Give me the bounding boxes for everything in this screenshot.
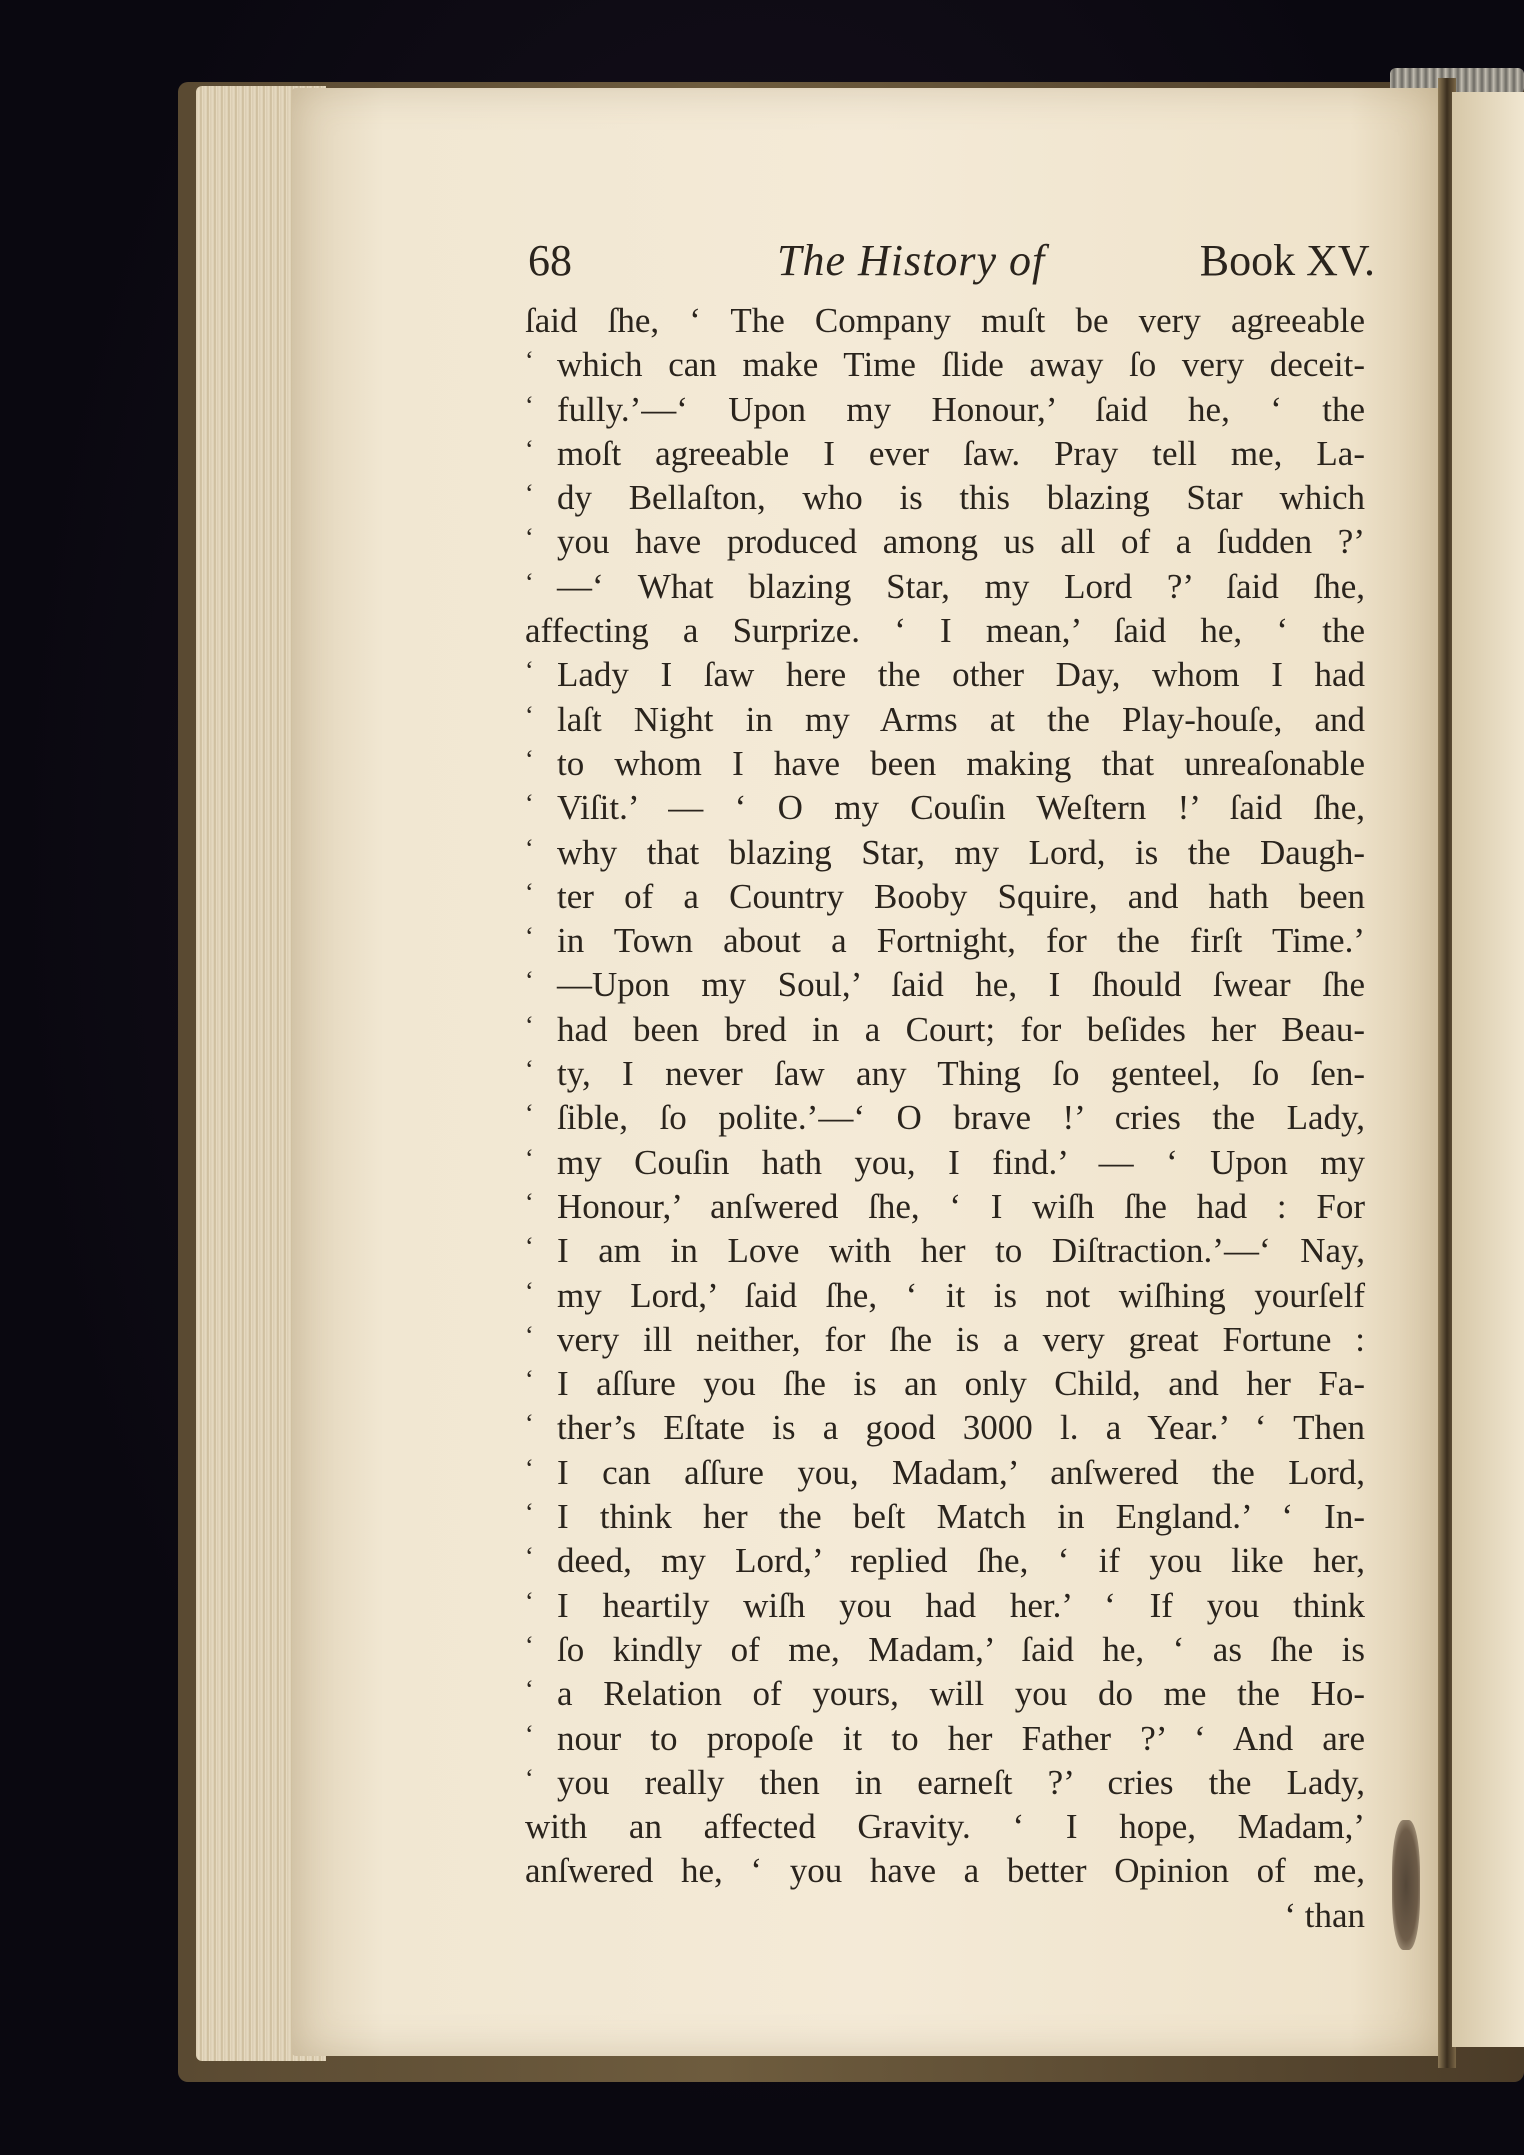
quote-mark: ‘: [525, 1763, 534, 1793]
line-text: Honour,’ anſwered ſhe, ‘ I wiſh ſhe had : For: [557, 1186, 1365, 1226]
text-line: [525, 698, 1365, 742]
text-line: [525, 609, 1365, 653]
text-line: [525, 1141, 1365, 1185]
text-line: [525, 831, 1365, 875]
text-line: [525, 1451, 1365, 1495]
quote-mark: ‘: [525, 922, 534, 952]
line-text: affecting a Surprize. ‘ I mean,’ ſaid he, ‘ the: [525, 611, 1365, 651]
quote-mark: ‘: [525, 1055, 534, 1085]
quote-mark: ‘: [525, 434, 534, 464]
quote-mark: ‘: [525, 1099, 534, 1129]
catchword: ‘ than: [1284, 1895, 1365, 1935]
line-text: you have produced among us all of a ſudden ?’: [557, 522, 1365, 562]
ink-stain: [1392, 1820, 1420, 1950]
text-line: [525, 1584, 1365, 1628]
line-text: ſaid ſhe, ‘ The Company muſt be very agreeable: [525, 301, 1365, 340]
quote-mark: ‘: [525, 1187, 534, 1217]
line-text: Lady I ſaw here the other Day, whom I had: [557, 655, 1365, 695]
quote-mark: ‘: [525, 1010, 534, 1040]
book-label: Book XV.: [1199, 236, 1375, 285]
quote-mark: ‘: [525, 1276, 534, 1306]
text-line: [525, 1849, 1365, 1893]
text-line: [525, 1406, 1365, 1450]
right-page-edge: [1452, 92, 1524, 2047]
running-title: The History of: [777, 236, 1046, 285]
quote-mark: ‘: [525, 390, 534, 420]
line-text: Viſit.’ — ‘ O my Couſin Weſtern !’ ſaid ſhe,: [557, 788, 1365, 828]
line-text: —Upon my Soul,’ ſaid he, I ſhould ſwear ſhe: [557, 965, 1365, 1005]
line-text: deed, my Lord,’ replied ſhe, ‘ if you like her,: [557, 1541, 1365, 1581]
line-text: anſwered he, ‘ you have a better Opinion of me,: [525, 1851, 1365, 1891]
text-line: [525, 1362, 1365, 1406]
quote-mark: ‘: [525, 966, 534, 996]
text-line: [525, 476, 1365, 520]
quote-mark: ‘: [525, 1453, 534, 1483]
quote-mark: ‘: [525, 1143, 534, 1173]
line-text: to whom I have been making that unreaſonable: [557, 743, 1365, 783]
quote-mark: ‘: [525, 744, 534, 774]
line-text: I can aſſure you, Madam,’ anſwered the Lord,: [557, 1452, 1365, 1492]
quote-mark: ‘: [525, 479, 534, 509]
quote-mark: ‘: [525, 700, 534, 730]
quote-mark: ‘: [525, 789, 534, 819]
text-line: [525, 1008, 1365, 1052]
page-number: 68: [528, 236, 572, 285]
text-line: [525, 1052, 1365, 1096]
text-line: [525, 742, 1365, 786]
text-line: [525, 388, 1365, 432]
text-line: [525, 1096, 1365, 1140]
line-text: dy Bellaſton, who is this blazing Star which: [557, 478, 1365, 518]
line-text: in Town about a Fortnight, for the firſt Time.’: [557, 921, 1365, 961]
text-line: [525, 1229, 1365, 1273]
line-text: I heartily wiſh you had her.’ ‘ If you think: [557, 1585, 1365, 1625]
line-text: ſo kindly of me, Madam,’ ſaid he, ‘ as ſhe is: [557, 1629, 1365, 1669]
text-line: [525, 565, 1365, 609]
line-text: ſible, ſo polite.’—‘ O brave !’ cries the Lady,: [557, 1098, 1365, 1138]
text-line: [525, 653, 1365, 697]
quote-mark: ‘: [525, 1365, 534, 1395]
text-line: [525, 786, 1365, 830]
text-line: [525, 1628, 1365, 1672]
line-text: very ill neither, for ſhe is a very great Fortune :: [557, 1319, 1365, 1359]
line-text: I aſſure you ſhe is an only Child, and her Fa-: [557, 1364, 1365, 1404]
text-line: [525, 1185, 1365, 1229]
quote-mark: ‘: [525, 1542, 534, 1572]
text-line: [525, 432, 1365, 476]
text-line: [525, 1318, 1365, 1362]
line-text: my Lord,’ ſaid ſhe, ‘ it is not wiſhing yourſelf: [557, 1275, 1365, 1315]
line-text: nour to propoſe it to her Father ?’ ‘ And are: [557, 1718, 1365, 1758]
line-text: I think her the beſt Match in England.’ ‘ In-: [557, 1497, 1365, 1537]
line-text: why that blazing Star, my Lord, is the Daugh-: [557, 832, 1365, 872]
line-text: my Couſin hath you, I find.’ — ‘ Upon my: [557, 1142, 1365, 1182]
quote-mark: ‘: [525, 1232, 534, 1262]
catchword-line: [525, 1894, 1365, 1938]
text-line: [525, 963, 1365, 1007]
line-text: with an affected Gravity. ‘ I hope, Madam,’: [525, 1807, 1365, 1847]
line-text: which can make Time ſlide away ſo very deceit-: [557, 345, 1365, 385]
text-line: [525, 1672, 1365, 1716]
quote-mark: ‘: [525, 1409, 534, 1439]
line-text: had been bred in a Court; for beſides her Beau-: [557, 1009, 1365, 1049]
text-line: [525, 520, 1365, 564]
text-line: [525, 1805, 1365, 1849]
text-line: [525, 1274, 1365, 1318]
line-text: laſt Night in my Arms at the Play-houſe, and: [557, 699, 1365, 739]
line-text: you really then in earneſt ?’ cries the Lady,: [557, 1762, 1365, 1802]
quote-mark: ‘: [525, 1630, 534, 1660]
quote-mark: ‘: [525, 1498, 534, 1528]
quote-mark: ‘: [525, 1586, 534, 1616]
text-line: [525, 1495, 1365, 1539]
quote-mark: ‘: [525, 877, 534, 907]
line-text: ther’s Eſtate is a good 3000 l. a Year.’ ‘ Then: [557, 1408, 1365, 1448]
text-line: [525, 343, 1365, 387]
quote-mark: ‘: [525, 346, 534, 376]
quote-mark: ‘: [525, 1675, 534, 1705]
text-block: [525, 235, 1375, 1938]
line-text: I am in Love with her to Diſtraction.’—‘ Nay,: [557, 1231, 1365, 1271]
text-line: [525, 1761, 1365, 1805]
line-text: fully.’—‘ Upon my Honour,’ ſaid he, ‘ the: [557, 389, 1365, 429]
text-line: [525, 919, 1365, 963]
line-text: ty, I never ſaw any Thing ſo genteel, ſo ſen-: [557, 1054, 1365, 1094]
text-line: [525, 1717, 1365, 1761]
line-text: moſt agreeable I ever ſaw. Pray tell me, La-: [557, 433, 1365, 473]
running-head: [525, 235, 1375, 299]
body-text: [525, 299, 1365, 1894]
line-text: ter of a Country Booby Squire, and hath been: [557, 876, 1365, 916]
quote-mark: ‘: [525, 1719, 534, 1749]
text-line: [525, 1539, 1365, 1583]
quote-mark: ‘: [525, 1320, 534, 1350]
quote-mark: ‘: [525, 833, 534, 863]
line-text: —‘ What blazing Star, my Lord ?’ ſaid ſhe,: [557, 566, 1365, 606]
quote-mark: ‘: [525, 523, 534, 553]
text-line: [525, 875, 1365, 919]
quote-mark: ‘: [525, 656, 534, 686]
line-text: a Relation of yours, will you do me the Ho-: [557, 1674, 1365, 1714]
text-line: [525, 299, 1365, 343]
quote-mark: ‘: [525, 567, 534, 597]
